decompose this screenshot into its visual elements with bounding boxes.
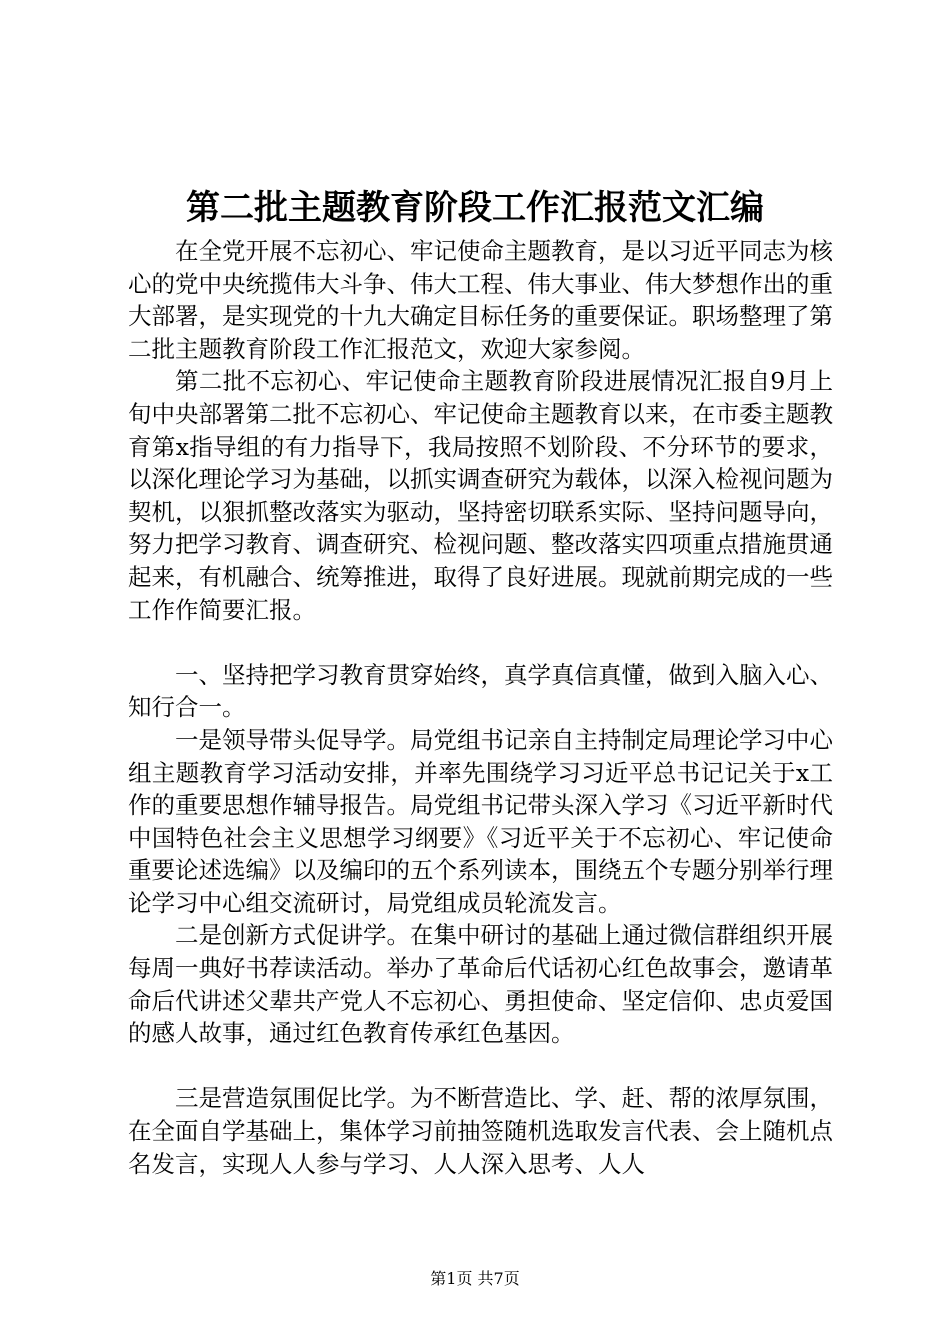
paragraph-report-overview: 第二批不忘初心、牢记使命主题教育阶段进展情况汇报自9月上旬中央部署第二批不忘初心、牢记使命主题教育以来，在市委主题教育第x指导组的有力指导下，我局按照不划阶段、不分环节的要求，以深化理论学习为基础，以抓实调查研究为载体，以深入检视问题为契机，以狠抓整改落实为驱动，坚持密切联系实际、坚持问题导向，努力把学习教育、调查研究、检视问题、整改落实四项重点措施贯通起来，有机融合、统筹推进，取得了良好进展。现就前期完成的一些工作作简要汇报。 (128, 367, 833, 624)
document-title: 第二批主题教育阶段工作汇报范文汇编 (186, 188, 764, 228)
document-body (128, 235, 833, 1180)
page-number-footer: 第1页 共7页 (430, 1269, 520, 1288)
paragraph-point-3: 三是营造氛围促比学。为不断营造比、学、赶、帮的浓厚氛围，在全面自学基础上，集体学习前抽签随机选取发言代表、会上随机点名发言，实现人人参与学习、人人深入思考、人人 (128, 1084, 833, 1178)
paragraph-point-1: 一是领导带头促导学。局党组书记亲自主持制定局理论学习中心组主题教育学习活动安排，并率先围绕学习习近平总书记记关于x工作的重要思想作辅导报告。局党组书记带头深入学习《习近平新时代中国特色社会主义思想学习纲要》《习近平关于不忘初心、牢记使命重要论述选编》以及编印的五个系列读本，围绕五个专题分别举行理论学习中心组交流研讨，局党组成员轮流发言。 (128, 725, 833, 917)
paragraph-spacer (128, 1050, 833, 1083)
paragraph-section-heading-1: 一、坚持把学习教育贯穿始终，真学真信真懂，做到入脑入心、知行合一。 (128, 660, 833, 722)
paragraph-intro: 在全党开展不忘初心、牢记使命主题教育，是以习近平同志为核心的党中央统揽伟大斗争、伟大工程、伟大事业、伟大梦想作出的重大部署，是实现党的十九大确定目标任务的重要保证。职场整理了第二批主题教育阶段工作汇报范文，欢迎大家参阅。 (128, 237, 833, 363)
paragraph-spacer (128, 626, 833, 659)
paragraph-point-2: 二是创新方式促讲学。在集中研讨的基础上通过微信群组织开展每周一典好书荐读活动。举办了革命后代话初心红色故事会，邀请革命后代讲述父辈共产党人不忘初心、勇担使命、坚定信仰、忠贞爱国的感人故事，通过红色教育传承红色基因。 (128, 921, 833, 1048)
